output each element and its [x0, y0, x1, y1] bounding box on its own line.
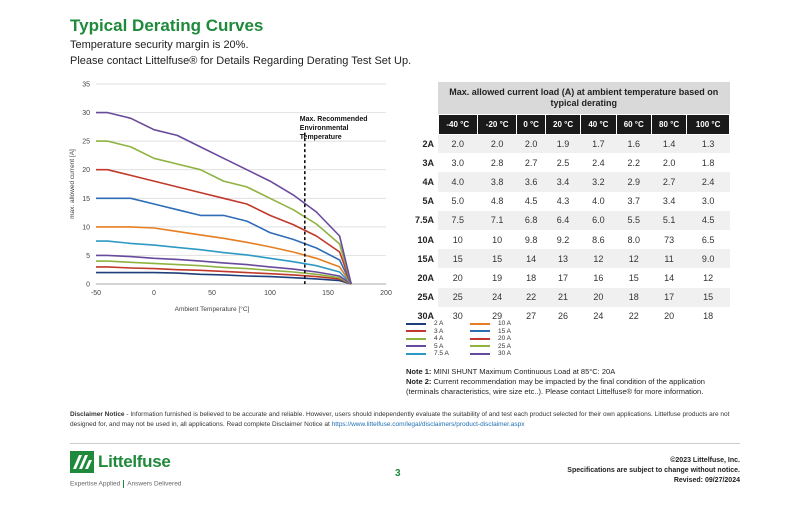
derating-table — [410, 82, 730, 326]
table-cell: 17 — [651, 288, 686, 307]
table-cell: 4.5 — [517, 192, 545, 211]
table-cell: 8.0 — [616, 230, 651, 249]
table-cell: 2.9 — [616, 172, 651, 191]
table-cell: 30 — [438, 307, 477, 326]
spec-notice: Specifications are subject to change without notice. — [567, 467, 740, 474]
littelfuse-logo — [70, 451, 171, 473]
table-cell: 14 — [517, 249, 545, 268]
x-tick-label: 150 — [322, 290, 334, 297]
table-cell: 12 — [581, 249, 616, 268]
note-1 — [406, 367, 736, 377]
table-cell: 18 — [687, 307, 730, 326]
table-cell: 7.1 — [477, 211, 516, 230]
table-cell: 19 — [477, 268, 516, 287]
table-cell: 29 — [477, 307, 516, 326]
legend-item — [406, 320, 443, 327]
legend-swatch — [470, 323, 490, 325]
footer-right — [567, 456, 740, 486]
table-cell: 1.9 — [545, 134, 580, 153]
legend-label: 5 A — [434, 342, 444, 350]
table-cell: 1.3 — [687, 134, 730, 153]
copyright: ©2023 Littelfuse, Inc. — [670, 457, 740, 464]
table-cell: 16 — [581, 268, 616, 287]
table-cell: 5.1 — [651, 211, 686, 230]
table-cell: 6.4 — [545, 211, 580, 230]
row-label: 30A — [417, 311, 434, 322]
table-cell: 2.0 — [651, 153, 686, 172]
legend-label: 7.5 A — [434, 350, 449, 357]
table-cell: 6.0 — [581, 211, 616, 230]
table-cell: 3.8 — [477, 172, 516, 191]
x-axis-label: Ambient Temperature [°C] — [174, 306, 250, 313]
legend-label: 30 A — [498, 350, 512, 357]
legend-swatch — [470, 353, 490, 355]
x-tick-label: -50 — [90, 290, 102, 297]
table-cell: 12 — [687, 268, 730, 287]
legend-swatch — [470, 345, 490, 347]
table-cell: 3.0 — [438, 153, 477, 172]
table-cell: 20 — [438, 268, 477, 287]
y-tick-label: 5 — [86, 252, 90, 260]
row-label: 7.5A — [414, 215, 434, 226]
note-2-text-1: Current recommendation may be impacted by the final condition of the application — [431, 377, 705, 386]
table-cell: 73 — [651, 230, 686, 249]
legend-item — [470, 343, 511, 350]
table-corner-2 — [410, 114, 438, 134]
annotation-text: Environmental — [299, 125, 349, 133]
row-label: 3A — [422, 157, 434, 168]
table-cell: 4.0 — [581, 192, 616, 211]
legend-label: 15 A — [498, 327, 512, 335]
legend-label: 4 A — [434, 335, 444, 342]
table-cell: 1.8 — [687, 153, 730, 172]
table-row — [410, 307, 730, 326]
note-2-label: Note 2: — [406, 377, 432, 386]
table-cell: 9.0 — [687, 249, 730, 268]
legend-item — [470, 350, 511, 357]
table-cell: 14 — [651, 268, 686, 287]
table-cell: 2.5 — [545, 153, 580, 172]
note-2-cont: (terminals characteristics, wire size etc..). Please contact Littelfuse® for more information. — [406, 387, 704, 396]
y-tick-label: 15 — [82, 195, 90, 203]
temp-header: -40 °C — [438, 114, 477, 134]
table-cell: 3.0 — [687, 192, 730, 211]
table-cell: 2.8 — [477, 153, 516, 172]
table-cell: 25 — [438, 288, 477, 307]
derating-chart — [62, 78, 392, 318]
table-cell: 20 — [581, 288, 616, 307]
table-row — [410, 134, 730, 153]
table-cell: 13 — [545, 249, 580, 268]
y-tick-label: 10 — [82, 224, 90, 232]
legend-swatch — [470, 338, 490, 340]
table-cell: 10 — [438, 230, 477, 249]
table-cell: 1.4 — [651, 134, 686, 153]
legend-item — [470, 335, 511, 342]
table-cell: 7.5 — [438, 211, 477, 230]
table-cell: 15 — [477, 249, 516, 268]
table-body — [410, 134, 730, 326]
temp-header: 0 °C — [517, 114, 545, 134]
temp-header: 80 °C — [651, 114, 686, 134]
table-cell: 3.6 — [517, 172, 545, 191]
temp-header: 100 °C — [687, 114, 730, 134]
table-row — [410, 211, 730, 230]
annotation-text: Max. Recommended — [299, 116, 368, 124]
table-cell: 6.8 — [517, 211, 545, 230]
table-cell: 15 — [438, 249, 477, 268]
disclaimer-link[interactable]: https://www.littelfuse.com/legal/disclaimers/product-disclaimer.aspx — [331, 421, 525, 428]
table-cell: 4.5 — [687, 211, 730, 230]
legend-label: 2 A — [434, 320, 444, 327]
contact-note: Please contact Littelfuse® for Details Regarding Derating Test Set Up. — [70, 55, 412, 67]
row-label: 2A — [422, 138, 434, 149]
table-cell: 1.7 — [581, 134, 616, 153]
table-corner — [410, 82, 438, 114]
legend-item — [406, 343, 443, 350]
table-cell: 22 — [517, 288, 545, 307]
row-label: 4A — [422, 176, 434, 187]
table-cell: 2.2 — [616, 153, 651, 172]
table-cell: 3.4 — [545, 172, 580, 191]
table-cell: 8.6 — [581, 230, 616, 249]
temp-header: -20 °C — [477, 114, 516, 134]
x-tick-label: 200 — [380, 290, 392, 297]
table-cell: 6.5 — [687, 230, 730, 249]
table-cell: 18 — [616, 288, 651, 307]
disclaimer-label: Disclaimer Notice — [70, 411, 125, 418]
table-cell: 1.6 — [616, 134, 651, 153]
temperature-row — [410, 114, 730, 134]
brand-name: Littelfuse — [98, 452, 171, 471]
row-label: 25A — [417, 292, 434, 303]
table-row — [410, 249, 730, 268]
tagline-left: Expertise Applied — [70, 480, 121, 488]
legend-item — [406, 350, 449, 357]
page-title: Typical Derating Curves — [70, 16, 264, 35]
legend-swatch — [406, 338, 426, 340]
legend-label: 10 A — [498, 320, 512, 327]
legend-swatch — [470, 330, 490, 332]
row-label: 20A — [417, 272, 434, 283]
disclaimer-text: - Information furnished is believed to be accurate and reliable. However, users should independently evaluate the suitability of and test each product selected for their own applications. Littelfuse products are not designed for, and may not be used in, all applications. Read complete Disclaimer Notice at — [70, 411, 730, 428]
table-cell: 2.0 — [517, 134, 545, 153]
legend-item — [470, 328, 511, 335]
table-cell: 22 — [616, 307, 651, 326]
y-tick-label: 20 — [82, 167, 90, 175]
row-label: 5A — [422, 196, 434, 207]
table-cell: 4.0 — [438, 172, 477, 191]
legend-item — [406, 328, 443, 335]
table-cell: 5.0 — [438, 192, 477, 211]
table-cell: 17 — [545, 268, 580, 287]
margin-note: Temperature security margin is 20%. — [70, 39, 249, 51]
table-cell: 5.5 — [616, 211, 651, 230]
table-cell: 2.4 — [581, 153, 616, 172]
temp-header: 40 °C — [581, 114, 616, 134]
table-cell: 3.7 — [616, 192, 651, 211]
temp-header: 60 °C — [616, 114, 651, 134]
table-cell: 2.7 — [517, 153, 545, 172]
tagline — [70, 480, 181, 488]
legend-label: 25 A — [498, 342, 512, 350]
page-number: 3 — [395, 468, 401, 479]
table-cell: 3.4 — [651, 192, 686, 211]
legend-item — [406, 335, 443, 342]
table-cell: 18 — [517, 268, 545, 287]
note-1-label: Note 1: — [406, 367, 432, 376]
table-cell: 11 — [651, 249, 686, 268]
legend-label: 20 A — [498, 335, 512, 342]
y-axis-label: max. allowed current [A] — [69, 149, 76, 219]
table-cell: 26 — [545, 307, 580, 326]
tagline-right: Answers Delivered — [127, 480, 182, 488]
table-row — [410, 192, 730, 211]
y-tick-label: 35 — [82, 81, 90, 89]
table-row — [410, 230, 730, 249]
table-header: Max. allowed current load (A) at ambient temperature based on typical derating — [438, 82, 730, 114]
legend-label: 3 A — [434, 327, 444, 335]
disclaimer-notice — [70, 410, 740, 430]
tagline-separator — [123, 480, 124, 488]
table-cell: 2.4 — [687, 172, 730, 191]
revised-date: Revised: 09/27/2024 — [673, 477, 740, 484]
note-2 — [406, 377, 736, 387]
table-cell: 10 — [477, 230, 516, 249]
temp-header: 20 °C — [545, 114, 580, 134]
table-row — [410, 172, 730, 191]
x-tick-label: 100 — [264, 290, 276, 297]
derating-table-wrap — [410, 82, 730, 326]
table-cell: 21 — [545, 288, 580, 307]
table-row — [410, 268, 730, 287]
legend-swatch — [406, 353, 426, 355]
table-cell: 2.0 — [438, 134, 477, 153]
row-label: 10A — [417, 234, 434, 245]
table-cell: 27 — [517, 307, 545, 326]
legend-swatch — [406, 323, 426, 325]
table-row — [410, 288, 730, 307]
table-cell: 15 — [616, 268, 651, 287]
footer-divider — [70, 443, 740, 444]
x-tick-label: 50 — [208, 290, 216, 297]
notes — [406, 367, 736, 397]
table-cell: 4.3 — [545, 192, 580, 211]
legend-swatch — [406, 345, 426, 347]
table-row — [410, 153, 730, 172]
table-cell: 2.0 — [477, 134, 516, 153]
table-cell: 12 — [616, 249, 651, 268]
legend-item — [470, 320, 511, 327]
table-cell: 9.8 — [517, 230, 545, 249]
table-cell: 9.2 — [545, 230, 580, 249]
table-cell: 3.2 — [581, 172, 616, 191]
y-tick-label: 0 — [86, 281, 90, 289]
annotation-text: Temperature — [299, 134, 342, 142]
y-tick-label: 25 — [82, 138, 90, 146]
table-cell: 15 — [687, 288, 730, 307]
legend-swatch — [406, 330, 426, 332]
table-cell: 4.8 — [477, 192, 516, 211]
y-tick-label: 30 — [82, 110, 90, 118]
row-label: 15A — [417, 253, 434, 264]
series-line-5a — [96, 255, 351, 284]
table-cell: 20 — [651, 307, 686, 326]
table-cell: 24 — [477, 288, 516, 307]
littelfuse-logo-icon — [70, 451, 94, 473]
table-cell: 2.7 — [651, 172, 686, 191]
table-cell: 24 — [581, 307, 616, 326]
x-tick-label: 0 — [152, 290, 156, 297]
note-1-text: MINI SHUNT Maximum Continuous Load at 85°C: 20A — [431, 367, 616, 376]
